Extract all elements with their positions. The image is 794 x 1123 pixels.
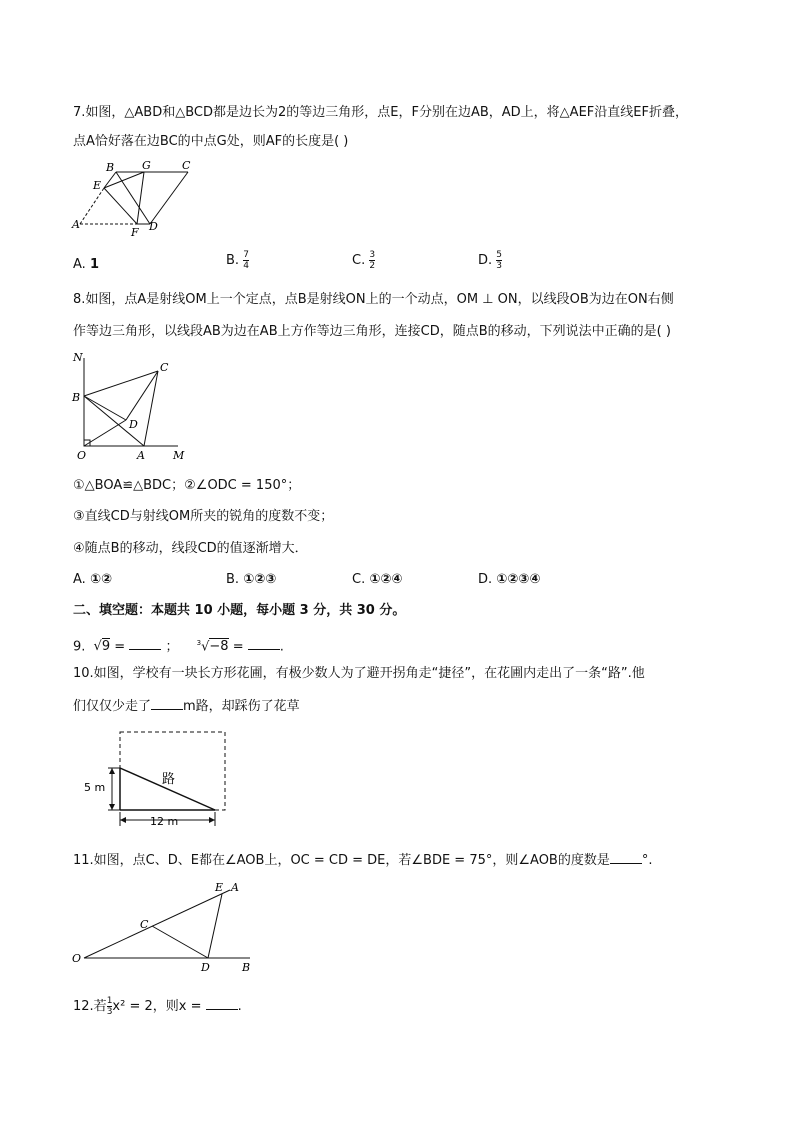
- q10-text-line1: 10.如图，学校有一块长方形花圃，有极少数人为了避开拐角走“捷径”，在花圃内走出了一条“路”.他: [73, 666, 645, 681]
- q12-text: [73, 996, 242, 1017]
- q11-label-E: E: [215, 881, 224, 894]
- q7-option-d-fraction: [496, 250, 502, 271]
- q8-option-c-value: ①②④: [369, 572, 403, 587]
- q9-equals-1: =: [114, 639, 126, 655]
- q9-separator: ；: [165, 639, 179, 655]
- q9-end: .: [279, 639, 284, 655]
- q8-label-N: N: [73, 351, 83, 364]
- q7-option-d-den: 3: [496, 261, 503, 271]
- q7-label-D: D: [149, 220, 158, 233]
- q9-answer-blank-1[interactable]: [129, 637, 161, 650]
- q7-option-d-num: 5: [496, 250, 503, 260]
- q8-option-a: [73, 571, 112, 589]
- q8-label-C: C: [160, 361, 169, 374]
- q7-option-b: [226, 250, 249, 271]
- q8-option-d: [478, 571, 540, 589]
- q8-statement-4: ④随点B的移动，线段CD的值逐渐增大．: [73, 541, 308, 556]
- q11-figure: [68, 878, 263, 976]
- q11-label-A: A: [231, 881, 239, 894]
- q11-label-O: O: [72, 952, 82, 965]
- q7-label-B: B: [106, 161, 115, 174]
- q7-option-b-den: 4: [243, 261, 249, 271]
- q10-text-line2: [73, 697, 300, 716]
- q9-answer-blank-2[interactable]: [248, 637, 280, 650]
- q12-prefix: 12.若: [73, 999, 107, 1014]
- q11-label-B: B: [242, 961, 251, 974]
- q10-width-label: 12 m: [150, 815, 179, 828]
- q11-label-C: C: [140, 918, 149, 931]
- q10-road-label: 路: [162, 772, 176, 787]
- q7-option-a: [73, 256, 99, 274]
- q9-radicand-1: 9: [101, 639, 111, 655]
- q8-figure: [70, 348, 190, 463]
- q8-label-M: M: [173, 449, 185, 462]
- q8-option-c: [352, 571, 402, 589]
- q10-line2-post: m路，却踩伤了花草: [183, 699, 300, 714]
- q8-label-B: B: [72, 391, 81, 404]
- q7-option-c: [352, 250, 375, 271]
- q8-label-O: O: [77, 449, 87, 462]
- q12-end: .: [237, 999, 242, 1014]
- q8-option-b-value: ①②③: [243, 572, 277, 587]
- q8-statement-1-2: ①△BOA≌△BDC；②∠ODC = 150°；: [73, 478, 301, 493]
- q11-answer-blank[interactable]: [610, 851, 642, 864]
- q9-text: [73, 634, 284, 656]
- q12-num: 1: [106, 996, 113, 1006]
- q7-text-line2: 点A恰好落在边BC的中点G处，则AF的长度是( ): [73, 134, 349, 149]
- q8-option-a-value: ①②: [89, 572, 112, 587]
- q8-label-A: A: [137, 449, 145, 462]
- q9-radicand-2: −8: [209, 639, 229, 655]
- q8-label-D: D: [129, 418, 138, 431]
- q8-option-d-value: ①②③④: [496, 572, 541, 587]
- q8-text-line1: 8.如图，点A是射线OM上一个定点，点B是射线ON上的一个动点，OM ⊥ ON，以线段OB为边在ON右侧: [73, 292, 674, 307]
- q8-option-b: [226, 571, 276, 589]
- q8-option-b-label: B.: [226, 572, 240, 587]
- q7-label-A: A: [72, 218, 80, 231]
- q11-line1-pre: 11.如图，点C、D、E都在∠AOB上，OC = CD = DE，若∠BDE = 75°，则∠AOB的度数是: [73, 853, 610, 868]
- q11-label-D: D: [201, 961, 210, 974]
- q7-option-b-fraction: [243, 250, 249, 271]
- q9-radical-sign: √: [93, 639, 102, 655]
- q7-option-c-den: 2: [369, 261, 376, 271]
- section2-title: 二、填空题：本题共 10 小题，每小题 3 分，共 30 分。: [73, 603, 406, 618]
- q7-option-b-num: 7: [243, 250, 249, 260]
- q7-option-c-label: C.: [352, 253, 366, 268]
- q7-option-c-num: 3: [369, 250, 376, 260]
- q7-option-b-label: B.: [226, 253, 240, 268]
- q7-label-C: C: [182, 159, 191, 172]
- q12-mid: x² = 2，则x =: [112, 999, 206, 1014]
- q10-line2-pre: 们仅仅少走了: [73, 699, 152, 714]
- q11-line1-post: °.: [641, 853, 653, 868]
- q9-radical-sign-2: √: [201, 639, 210, 655]
- q10-answer-blank[interactable]: [151, 697, 183, 710]
- q7-option-d: [478, 250, 502, 271]
- q7-text-line1: 7.如图，△ABD和△BCD都是边长为2的等边三角形，点E，F分别在边AB，AD上，将△AEF沿直线EF折叠，: [73, 105, 688, 120]
- q7-label-G: G: [142, 159, 151, 172]
- q7-label-F: F: [131, 226, 139, 239]
- q7-label-E: E: [93, 179, 102, 192]
- q8-option-c-label: C.: [352, 572, 366, 587]
- q7-option-d-label: D.: [478, 253, 493, 268]
- q12-answer-blank[interactable]: [206, 997, 238, 1010]
- q10-figure: [80, 728, 240, 833]
- q9-prefix: 9.: [73, 639, 86, 655]
- q12-den: 3: [106, 1007, 113, 1017]
- q11-text: [73, 851, 653, 870]
- q8-option-a-label: A.: [73, 572, 86, 587]
- q9-cbrt-index: 3: [196, 639, 202, 647]
- q8-option-d-label: D.: [478, 572, 493, 587]
- q7-option-c-fraction: [369, 250, 375, 271]
- q10-height-label: 5 m: [84, 781, 106, 794]
- q9-cbrt: [197, 634, 229, 656]
- q7-figure: [70, 158, 195, 240]
- q7-option-a-value: 1: [89, 257, 99, 272]
- q7-option-a-label: A.: [73, 257, 86, 272]
- q8-text-line2: 作等边三角形，以线段AB为边在AB上方作等边三角形，连接CD，随点B的移动，下列说法中正确的是( ): [73, 324, 671, 339]
- q9-sqrt: [94, 638, 111, 656]
- q9-equals-2: =: [232, 639, 244, 655]
- q8-statement-3: ③直线CD与射线OM所夹的锐角的度数不变；: [73, 509, 334, 524]
